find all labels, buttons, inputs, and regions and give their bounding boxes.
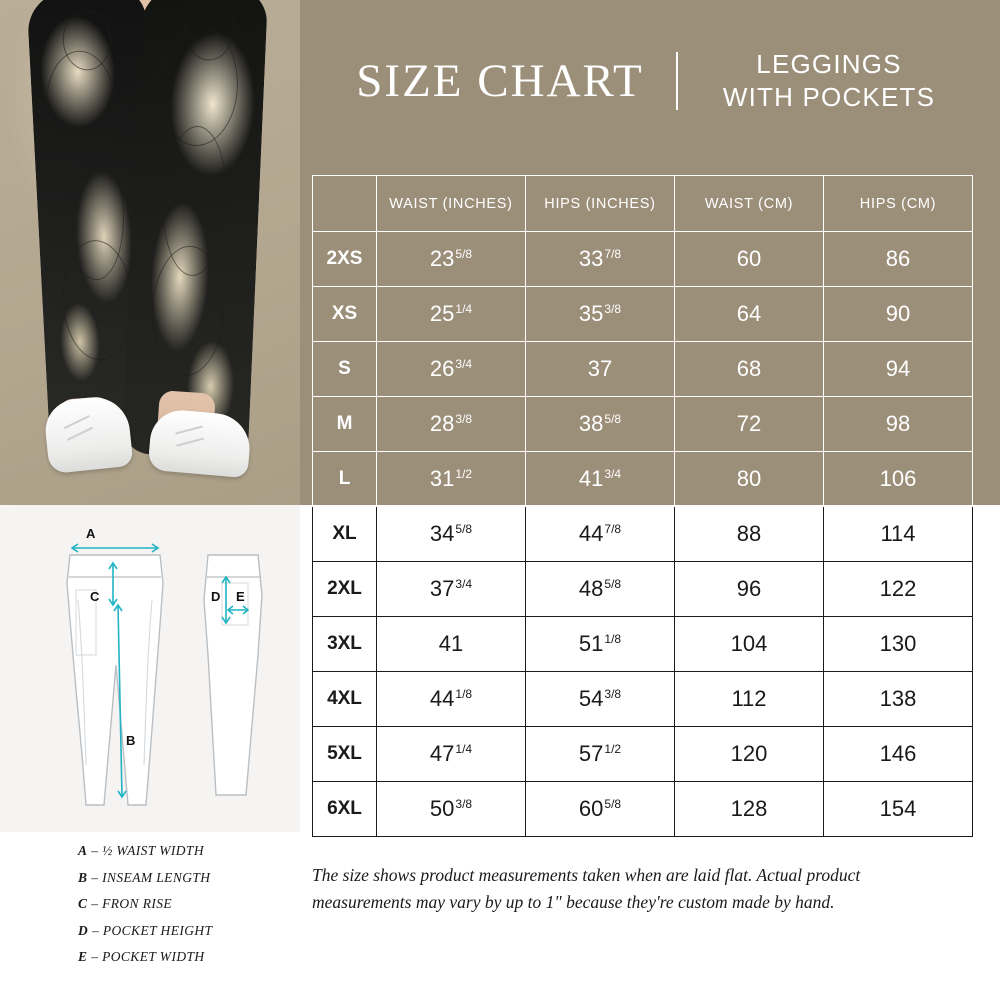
cell-size: 5XL: [313, 727, 377, 782]
value-whole: 28: [429, 411, 455, 436]
table-row: [313, 617, 973, 672]
marker-b: B: [126, 733, 136, 748]
cell-hips-cm: 138: [824, 672, 973, 727]
cell-hips-inches: [526, 232, 675, 287]
title-block: [330, 48, 990, 115]
table-header-row: [313, 176, 973, 232]
cell-size: 6XL: [313, 782, 377, 837]
cell-hips-cm: 94: [824, 342, 973, 397]
value-whole: 60: [578, 796, 604, 821]
marker-e: E: [236, 589, 245, 604]
table-row: [313, 452, 973, 507]
cell-waist-cm: 68: [675, 342, 824, 397]
measurement-diagram: [0, 505, 300, 835]
legend-text: – ½ WAIST WIDTH: [91, 843, 204, 858]
table-row: [313, 507, 973, 562]
value-whole: 31: [429, 466, 455, 491]
value-fraction: 1/2: [604, 741, 622, 756]
col-header-size: [313, 176, 377, 232]
table-row: [313, 727, 973, 782]
cell-hips-inches: [526, 617, 675, 672]
table-row: [313, 562, 973, 617]
cell-hips-cm: 122: [824, 562, 973, 617]
cell-hips-cm: 146: [824, 727, 973, 782]
value-whole: 33: [578, 246, 604, 271]
cell-waist-inches: [377, 727, 526, 782]
legend-key: D: [78, 922, 89, 938]
cell-hips-inches: [526, 287, 675, 342]
value-fraction: 3/8: [604, 686, 622, 701]
cell-hips-inches: [526, 727, 675, 782]
value-fraction: 5/8: [455, 521, 473, 536]
marker-d: D: [211, 589, 221, 604]
cell-waist-inches: [377, 507, 526, 562]
value-fraction: 3/4: [604, 466, 622, 481]
cell-size: M: [313, 397, 377, 452]
size-table: [312, 175, 973, 837]
value-whole: 44: [429, 686, 455, 711]
value-whole: 51: [578, 631, 604, 656]
legend-key: B: [78, 869, 88, 885]
value-fraction: 3/4: [455, 576, 473, 591]
cell-waist-cm: 88: [675, 507, 824, 562]
value-fraction: 1/4: [455, 301, 473, 316]
size-table-wrapper: [312, 175, 972, 837]
legend-item: [78, 918, 300, 945]
value-fraction: 1/4: [455, 741, 473, 756]
cell-waist-inches: [377, 562, 526, 617]
cell-waist-cm: 128: [675, 782, 824, 837]
legend-item: [78, 838, 300, 865]
table-row: [313, 342, 973, 397]
cell-waist-inches: [377, 397, 526, 452]
table-body: [313, 232, 973, 837]
leggings-diagram-svg: [0, 505, 300, 835]
cell-waist-inches: [377, 672, 526, 727]
cell-size: 4XL: [313, 672, 377, 727]
footnote: The size shows product measurements taken when are laid flat. Actual product measurements may vary by up to 1" because they're custom made by hand.: [312, 865, 861, 913]
legend-key: A: [78, 843, 88, 858]
legend-key: C: [78, 896, 88, 911]
value-fraction: 5/8: [604, 411, 622, 426]
value-whole: 37: [429, 576, 455, 601]
cell-hips-inches: [526, 397, 675, 452]
cell-waist-cm: 112: [675, 672, 824, 727]
cell-hips-cm: 130: [824, 617, 973, 672]
cell-waist-inches: [377, 452, 526, 507]
value-fraction: 1/2: [455, 466, 473, 481]
value-whole: 41: [438, 631, 464, 656]
value-fraction: 1/8: [604, 631, 622, 646]
cell-size: 2XS: [313, 232, 377, 287]
value-whole: 23: [429, 246, 455, 271]
table-row: [313, 672, 973, 727]
value-whole: 47: [429, 741, 455, 766]
subtitle-line-1: LEGGINGS: [756, 49, 902, 79]
legend-text: – POCKET WIDTH: [91, 949, 205, 964]
cell-waist-cm: 96: [675, 562, 824, 617]
table-row: [313, 232, 973, 287]
cell-waist-cm: 72: [675, 397, 824, 452]
col-header-hips-inches: HIPS (INCHES): [526, 176, 675, 232]
cell-waist-inches: [377, 782, 526, 837]
value-whole: 38: [578, 411, 604, 436]
marker-a: A: [86, 526, 96, 541]
legend-item: [78, 944, 300, 971]
table-head: [313, 176, 973, 232]
cell-hips-cm: 90: [824, 287, 973, 342]
cell-size: XS: [313, 287, 377, 342]
product-photo: [0, 0, 300, 505]
value-fraction: 5/8: [604, 796, 622, 811]
legend-item: [78, 891, 300, 918]
legend-item: [78, 865, 300, 892]
front-view-outline: [67, 555, 163, 805]
cell-hips-inches: [526, 562, 675, 617]
cell-hips-inches: [526, 452, 675, 507]
cell-waist-cm: 120: [675, 727, 824, 782]
value-whole: 35: [578, 301, 604, 326]
value-whole: 57: [578, 741, 604, 766]
cell-hips-cm: 106: [824, 452, 973, 507]
legend-key: E: [78, 949, 88, 964]
cell-waist-cm: 64: [675, 287, 824, 342]
legend-text: – INSEAM LENGTH: [91, 869, 211, 885]
value-fraction: 7/8: [604, 521, 622, 536]
cell-size: XL: [313, 507, 377, 562]
cell-hips-inches: [526, 672, 675, 727]
cell-hips-cm: 98: [824, 397, 973, 452]
cell-waist-inches: [377, 617, 526, 672]
value-fraction: 3/8: [455, 796, 473, 811]
page-title: SIZE CHART: [356, 55, 644, 108]
table-row: [313, 782, 973, 837]
cell-hips-inches: [526, 782, 675, 837]
marker-c: C: [90, 589, 100, 604]
cell-size: 3XL: [313, 617, 377, 672]
cell-waist-inches: [377, 287, 526, 342]
value-fraction: 3/4: [455, 356, 473, 371]
value-fraction: 1/8: [455, 686, 473, 701]
subtitle-line-2: WITH POCKETS: [722, 82, 936, 113]
cell-hips-inches: [526, 507, 675, 562]
legging-right: [122, 0, 268, 459]
col-header-waist-cm: WAIST (CM): [675, 176, 824, 232]
product-subtitle: [704, 48, 954, 115]
value-whole: 25: [429, 301, 455, 326]
value-whole: 41: [578, 466, 604, 491]
value-whole: 37: [587, 356, 613, 381]
cell-hips-cm: 154: [824, 782, 973, 837]
value-fraction: 3/8: [455, 411, 473, 426]
diagram-legend: [0, 832, 300, 1000]
value-fraction: 7/8: [604, 246, 622, 261]
cell-hips-inches: [526, 342, 675, 397]
title-divider: [676, 52, 678, 110]
col-header-hips-cm: HIPS (CM): [824, 176, 973, 232]
value-whole: 26: [429, 356, 455, 381]
cell-size: 2XL: [313, 562, 377, 617]
value-fraction: 5/8: [604, 576, 622, 591]
legend-text: – POCKET HEIGHT: [91, 922, 213, 938]
value-whole: 44: [578, 521, 604, 546]
table-row: [313, 287, 973, 342]
cell-size: L: [313, 452, 377, 507]
cell-hips-cm: 86: [824, 232, 973, 287]
value-whole: 54: [578, 686, 604, 711]
col-header-waist-inches: WAIST (INCHES): [377, 176, 526, 232]
legend-text: – FRON RISE: [91, 896, 173, 911]
table-row: [313, 397, 973, 452]
value-whole: 34: [429, 521, 455, 546]
cell-size: S: [313, 342, 377, 397]
cell-waist-cm: 60: [675, 232, 824, 287]
value-whole: 48: [578, 576, 604, 601]
cell-waist-cm: 80: [675, 452, 824, 507]
cell-waist-inches: [377, 342, 526, 397]
cell-waist-cm: 104: [675, 617, 824, 672]
value-fraction: 5/8: [455, 246, 473, 261]
value-whole: 50: [429, 796, 455, 821]
value-fraction: 3/8: [604, 301, 622, 316]
cell-waist-inches: [377, 232, 526, 287]
cell-hips-cm: 114: [824, 507, 973, 562]
